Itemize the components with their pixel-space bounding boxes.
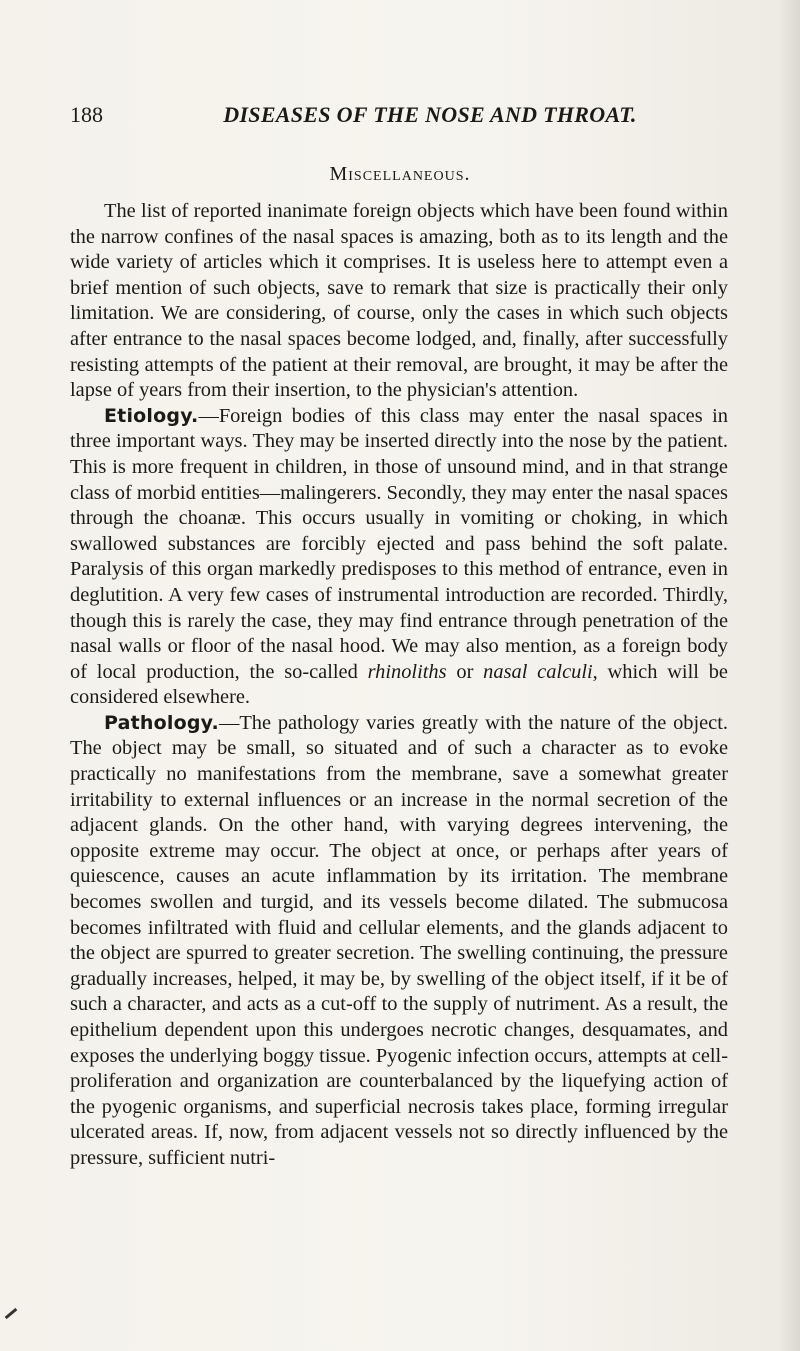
etiology-heading: Etiology. [104,404,199,427]
etiology-text-3: , which will be considered elsewhere. [70,660,728,709]
etiology-paragraph [70,404,728,711]
etiology-text-2: or [446,660,484,683]
term-nasal-calculi: nasal calculi [483,660,593,683]
etiology-text-1: —Foreign bodies of this class may enter the nasal spaces in three important ways. They may be inserted directly into the nose by the patient. This is more frequent in children, in those of unsound mind, and in that strange class of morbid entities—malingerers. Secondly, they may enter the nasal spaces through the choanæ. This occurs usually in vomiting or choking, in which swallowed substances are forcibly ejected and pass behind the soft palate. Paralysis of this organ markedly predisposes to this method of entrance, even in deglutition. A very few cases of instrumental introduction are recorded. Thirdly, though this is rarely the case, they may find entrance through penetration of the nasal walls or floor of the nasal hood. We may also mention, as a foreign body of local production, the so-called [70,404,728,683]
running-head [70,102,750,128]
page-edge-shadow [778,0,800,1351]
running-title: DISEASES OF THE NOSE AND THROAT. [223,102,637,127]
pathology-text: —The pathology varies greatly with the nature of the object. The object may be small, so situated and of such a character as to evoke practically no manifestations from the membrane, save a somewhat greater irritability to external influences or an increase in the normal secretion of the adjacent glands. On the other hand, with varying degrees intervening, the opposite extreme may occur. The object at once, or perhaps after years of quiescence, causes an acute inflammation by its irritation. The membrane becomes swollen and turgid, and its vessels become dilated. The submucosa becomes infiltrated with fluid and cellular elements, and the glands adjacent to the object are spurred to greater secretion. The swelling continuing, the pressure gradually increases, helped, it may be, by swelling of the object itself, if it be of such a character, and acts as a cut-off to the supply of nutriment. As a result, the epithelium dependent upon this undergoes necrotic changes, desquamates, and exposes the underlying boggy tissue. Pyogenic infection occurs, attempts at cell-proliferation and organization are counterbalanced by the liquefying action of the pyogenic organisms, and superficial necrosis takes place, forming irregular ulcerated areas. If, now, from adjacent vessels not so directly influenced by the pressure, sufficient nutri- [70,711,729,1169]
corner-mark [5,1308,18,1319]
section-heading: Miscellaneous. [329,163,471,185]
pathology-heading: Pathology. [104,711,219,734]
intro-paragraph: The list of reported inanimate foreign objects which have been found within the narrow confines of the nasal spaces is amazing, both as to its length and the wide variety of articles which it comprises. It is useless here to attempt even a brief mention of such objects, save to remark that size is practically their only limitation. We are considering, of course, only the cases in which such objects after entrance to the nasal spaces become lodged, and, finally, after successfully resisting attempts of the patient at their removal, are brought, it may be after the lapse of years from their insertion, to the physician's attention. [70,200,728,402]
term-rhinoliths: rhinoliths [367,660,447,683]
body-text [70,199,728,1172]
page-number: 188 [70,102,103,127]
pathology-paragraph [70,711,728,1172]
